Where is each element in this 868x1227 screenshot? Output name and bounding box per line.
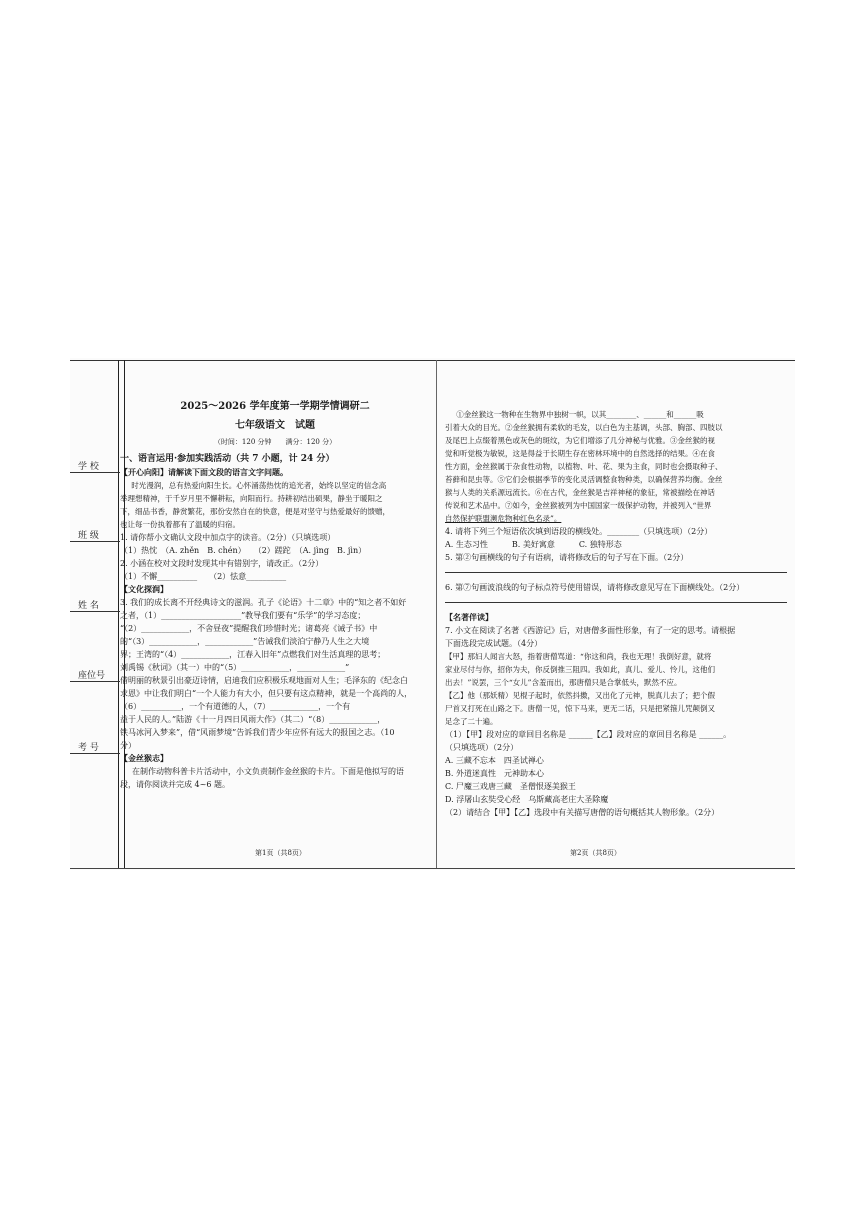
passage-line: 苔藓和昆虫等。⑤它们会根据季节的变化灵活调整食物种类，以确保营养均衡。金丝: [445, 475, 723, 484]
margin-underline: [70, 753, 120, 754]
excerpt-line: 【乙】他（那妖精）见棍子起时，依然抖擞，又出化了元神，脱真儿去了；把个假: [445, 691, 715, 700]
question-1-options: （1）热忱 （A. zhěn B. chén） （2）蹉跎 （A. jìng B. jìn）: [120, 546, 367, 555]
question-3-line: 之者，（1）____________________”教导我们要有“乐学”的学习态度；: [120, 611, 366, 620]
exam-time-score: （时间：120 分钟 满分：120 分）: [213, 438, 337, 446]
intro-line: 段，请你阅读并完成 4~6 题。: [120, 780, 230, 789]
answer-line: [445, 572, 787, 573]
question-1: 1. 请你帮小文确认文段中加点字的读音。（2分）（只填选项）: [120, 533, 336, 542]
passage-line: 传说和艺术品中。⑦如今，金丝猴被列为中国国家一级保护动物，并被列入“世界: [445, 501, 712, 510]
page-divider: [436, 360, 437, 868]
section-heading: 一、语言运用·参加实践活动（共 7 小题，计 24 分）: [120, 454, 335, 464]
margin-underline: [70, 611, 120, 612]
question-3-line: 借明丽的秋景引出豪迈诗情，启迪我们应积极乐观地面对人生；毛泽东的《纪念白: [120, 676, 408, 685]
margin-underline: [70, 681, 120, 682]
passage-line: 猴与人类的关系源远流长。⑥在古代，金丝猴是吉祥神秘的象征，常被描绘在神话: [445, 488, 715, 497]
question-3-line: 界；王湾的“（4）____________，江春入旧年”点燃我们对生活真理的思考；: [120, 650, 386, 659]
passage-line: 引着大众的目光。②金丝猴拥有柔软的毛发，以白色为主基调，头部、胸部、四肢以: [445, 423, 723, 432]
question-3-line: 的“（3）____________，____________”告诫我们淡泊宁静乃人生之大境: [120, 637, 370, 646]
passage-line: 性方面，金丝猴属于杂食性动物，以植物、叶、花、果为主食，同时也会摄取种子、: [445, 462, 723, 471]
block-heading: 【开心向阳】请解读下面文段的语言文字问题。: [120, 467, 288, 477]
question-3-line: 益于人民的人。”陆游《十一月四日风雨大作》（其二）“（8）____________，: [120, 715, 386, 724]
option-d: D. 浮屠山玄奘受心经 乌斯藏高老庄大圣除魔: [445, 795, 609, 804]
question-3-line: 分）: [120, 741, 136, 750]
question-7-2: （2）请结合【甲】【乙】选段中有关描写唐僧的语句概括其人物形象。（2分）: [445, 808, 720, 817]
question-7: 下面选段完成试题。（4分）: [445, 639, 543, 648]
intro-line: 在制作动物科普卡片活动中，小文负责制作金丝猴的卡片。下面是他拟写的语: [132, 767, 404, 776]
block-heading: 【金丝猴志】: [120, 753, 168, 763]
option-a: A. 三藏不忘本 四圣试禅心: [445, 756, 544, 765]
passage-line: 时光漫润，总有热爱向阳生长。心怀涌荡热忱的追光者，始终以坚定的信念高: [131, 481, 387, 490]
passage-line: 举理想精神，于千岁月里不懈耕耘，向阳而行。持耕初结出硕果，静坐于暖阳之: [120, 494, 383, 503]
question-3-line: 求恩》中让我们明白“一个人能力有大小，但只要有这点精神，就是一个高尚的人，: [120, 689, 413, 698]
passage-line: 及尾巴上点缀着黑色或灰色的斑纹，为它们增添了几分神秘与优雅。③金丝猴的视: [445, 436, 715, 445]
question-3-line: 刘禹锡《秋词》（其一）中的“（5）____________，____________”: [120, 663, 350, 672]
question-4: 4. 请将下列三个短语依次填到语段的横线处。________（只填选项）（2分）: [445, 527, 713, 536]
passage-line: 也让每一份执着都有了温暖的归宿。: [120, 520, 240, 529]
binding-line-1: [118, 360, 119, 868]
margin-label-school: 学 校: [78, 462, 99, 472]
option-c: C. 尸魔三戏唐三藏 圣僧恨逐美猴王: [445, 782, 576, 791]
block-heading: 【文化探润】: [120, 584, 168, 594]
margin-label-name: 姓 名: [78, 601, 99, 611]
excerpt-line: 尸首又打死在山路之下。唐僧一见，惊下马来，更无二话，只是把紧箍儿咒颠倒又: [445, 704, 715, 713]
excerpt-line: 家业尽付与你，招你为夫，你反倒推三阻四。我如此，真儿、爱儿、怜儿，这他们: [445, 665, 715, 674]
block-heading: 【名著伴读】: [445, 612, 493, 622]
exam-subtitle: 七年级语文 试题: [235, 420, 315, 431]
margin-underline: [70, 541, 120, 542]
excerpt-line: 【甲】那妇人闻言大怒，指着唐僧骂道：“你这和尚，我也无理！我倒好意，就将: [445, 652, 712, 661]
page-footer-1: 第1页（共8页）: [255, 849, 306, 857]
margin-underline: [70, 472, 120, 473]
question-7-1: （只填选项）（2分）: [445, 743, 519, 752]
right-page: [445, 408, 787, 819]
question-2-blanks: （1）不懈__________ （2）怯意__________: [120, 572, 287, 581]
excerpt-line: 足念了二十遍。: [445, 717, 498, 726]
margin-label-exam-no: 考 号: [78, 743, 99, 753]
margin-label-seat: 座位号: [78, 671, 106, 681]
question-3-line: 3. 我们的成长离不开经典诗文的滋润。孔子《论语》十二章》中的“知之者不如好: [120, 598, 407, 607]
passage-line: 自然保护联盟濒危物种红色名录”。: [445, 514, 562, 523]
question-3-line: “（2）____________，不舍昼夜”提醒我们珍惜时光；诸葛亮《诫子书》中: [120, 624, 378, 633]
question-3-line: 铁马冰河入梦来”，借“风雨梦境”告诉我们青少年应怀有远大的报国之志。（10: [120, 728, 395, 737]
question-3-line: （6）__________，一个有道德的人，（7）____________，一个有: [120, 702, 351, 711]
left-page: [120, 400, 430, 791]
question-6: 6. 第⑦句画波浪线的句子标点符号使用错误，请将修改意见写在下面横线处。（2分）: [445, 583, 745, 592]
option-b: B. 外道迷真性 元神助本心: [445, 769, 544, 778]
answer-line: [445, 602, 787, 603]
question-5: 5. 第②句画横线的句子有语病，请将修改后的句子写在下面。（2分）: [445, 553, 689, 562]
top-border: [70, 360, 795, 361]
page-footer-2: 第2页（共8页）: [570, 849, 621, 857]
excerpt-line: 出去！”说罢，三个“女儿”含羞而出，那唐僧只是合掌低头，默然不应。: [445, 678, 682, 687]
bottom-border: [70, 868, 795, 869]
passage-line: 觉和听觉极为敏锐，这是得益于长期生存在密林环境中的自然选择的结果。④在食: [445, 449, 715, 458]
margin-label-class: 班 级: [78, 531, 99, 541]
question-7-1: （1）【甲】段对应的章回目名称是 ______【乙】段对应的章回目名称是 ______。: [445, 730, 732, 739]
exam-title: 2025～2026 学年度第一学期学情调研二: [180, 401, 370, 412]
passage-line: ①金丝猴这一物种在生物界中独树一帜，以其________、______和______吸: [456, 410, 704, 419]
question-2: 2. 小涵在校对文段时发现其中有错别字，请改正。（2分）: [120, 559, 324, 568]
question-7: 7. 小文在阅读了名著《西游记》后，对唐僧多面性形象，有了一定的思考。请根据: [445, 626, 736, 635]
passage-line: 下，细品书香，静赏繁花，那份安然自在的快意，便是对坚守与热爱最好的馈赠，: [120, 507, 390, 516]
question-4-options: A. 生态习性 B. 美好寓意 C. 独特形态: [445, 540, 622, 549]
